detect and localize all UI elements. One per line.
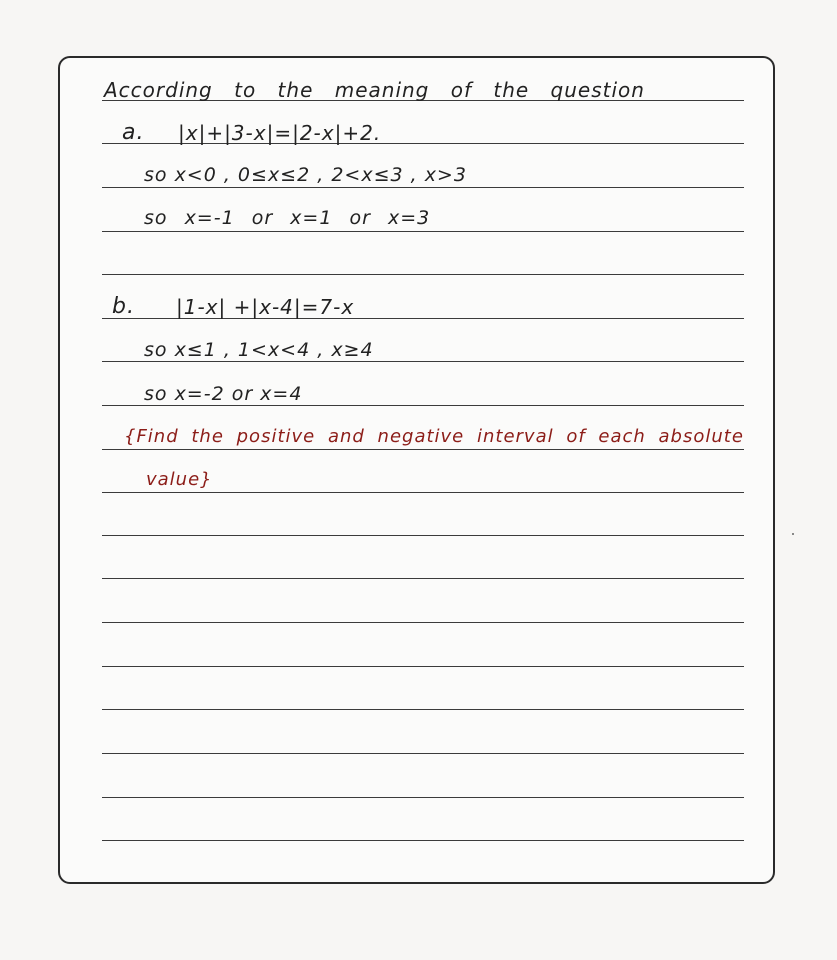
ruled-line	[102, 361, 744, 362]
ruled-line	[102, 709, 744, 710]
ruled-line	[102, 797, 744, 798]
part-a-label: a.	[122, 120, 145, 145]
ruled-line	[102, 405, 744, 406]
part-b-label: b.	[112, 294, 135, 319]
paper-speck	[792, 533, 794, 535]
part-a-equation: |x|+|3-x|=|2-x|+2.	[178, 121, 382, 145]
part-b-equation: |1-x| +|x-4|=7-x	[176, 295, 355, 319]
part-b-solution: so x=-2 or x=4	[144, 383, 303, 405]
ruled-line	[102, 753, 744, 754]
ruled-line	[102, 535, 744, 536]
explanation-line-2: value}	[146, 469, 213, 490]
part-a-solution: so x=-1 or x=1 or x=3	[144, 207, 431, 229]
ruled-line	[102, 666, 744, 667]
ruled-line	[102, 840, 744, 841]
ruled-line	[102, 231, 744, 232]
ruled-line	[102, 187, 744, 188]
ruled-line	[102, 449, 744, 450]
ruled-line	[102, 492, 744, 493]
ruled-line	[102, 274, 744, 275]
notebook-page	[58, 56, 775, 884]
ruled-line	[102, 578, 744, 579]
part-b-intervals: so x≤1 , 1<x<4 , x≥4	[144, 339, 374, 361]
intro-line: According to the meaning of the question	[104, 78, 645, 102]
explanation-line-1: {Find the positive and negative interval of each absolute	[124, 426, 744, 447]
ruled-line	[102, 622, 744, 623]
part-a-intervals: so x<0 , 0≤x≤2 , 2<x≤3 , x>3	[144, 164, 467, 186]
